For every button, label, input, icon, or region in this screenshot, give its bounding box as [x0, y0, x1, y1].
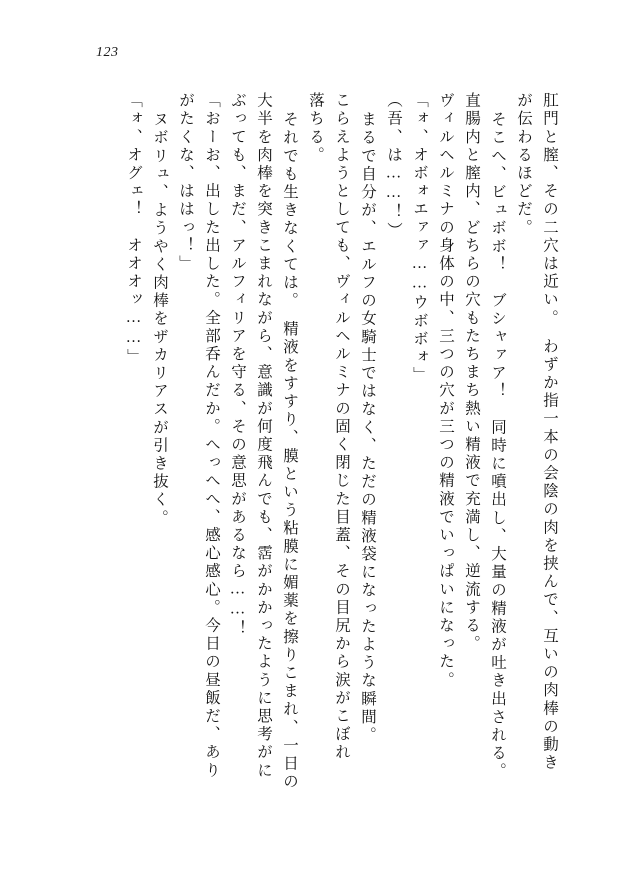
text-line: が伝わるほどだ。 — [515, 92, 532, 237]
text-line: 大半を肉棒を突きこまれながら、意識が何度飛んでも、霑がかかったように思考がに — [255, 92, 272, 780]
text-line: まるで自分が、エルフの女騎士ではなく、ただの精液袋になったような瞬間。 — [359, 111, 376, 745]
text-line: がたくな、ははっ！」 — [177, 92, 194, 273]
text-line: ぶっても、まだ、アルフィリアを守る、その意思があるなら……！ — [229, 92, 246, 638]
page-number: 123 — [96, 45, 119, 60]
text-line: 落ちる。 — [307, 92, 324, 165]
text-line: 「ォ、オグェ！ オオオッ……」 — [125, 92, 142, 367]
text-line: それでも生きなくては。 精液をすすり、膜という粘膜に媚薬を擦りこまれ、一日の — [281, 111, 298, 792]
text-line: ヌボリュ、ようやく肉棒をザカリアスが引き抜く。 — [151, 111, 168, 528]
text-line: ヴィルヘルミナの身体の中、三つの穴が三つの精液でいっぱいになった。 — [437, 92, 454, 690]
text-line: 直腸内と膣内、どちらの穴もたちまち熱い精液で充満し、逆流する。 — [463, 92, 480, 654]
text-line: こらえようとしても、ヴィルヘルミナの固く閉じた目蓋、その目尻から涙がこぼれ — [333, 92, 350, 762]
vertical-text-body — [62, 92, 562, 832]
text-line: そこへ、ビュボボ！ ブシャァア！ 同時に噴出し、大量の精液が吐き出される。 — [489, 111, 506, 781]
text-line: （吾、は……！） — [385, 92, 402, 240]
text-line: 「おーお、出した出した。全部呑んだか。へっへへ、感心感心。今日の昼飯だ、あり — [203, 92, 220, 780]
text-line: 肛門と膣、その二穴は近い。 わずか指一本の会陰の肉を挟んで、互いの肉棒の動き — [541, 92, 558, 773]
text-line: 「ォ、オボォエァァ……ウボボォ」 — [411, 92, 428, 385]
